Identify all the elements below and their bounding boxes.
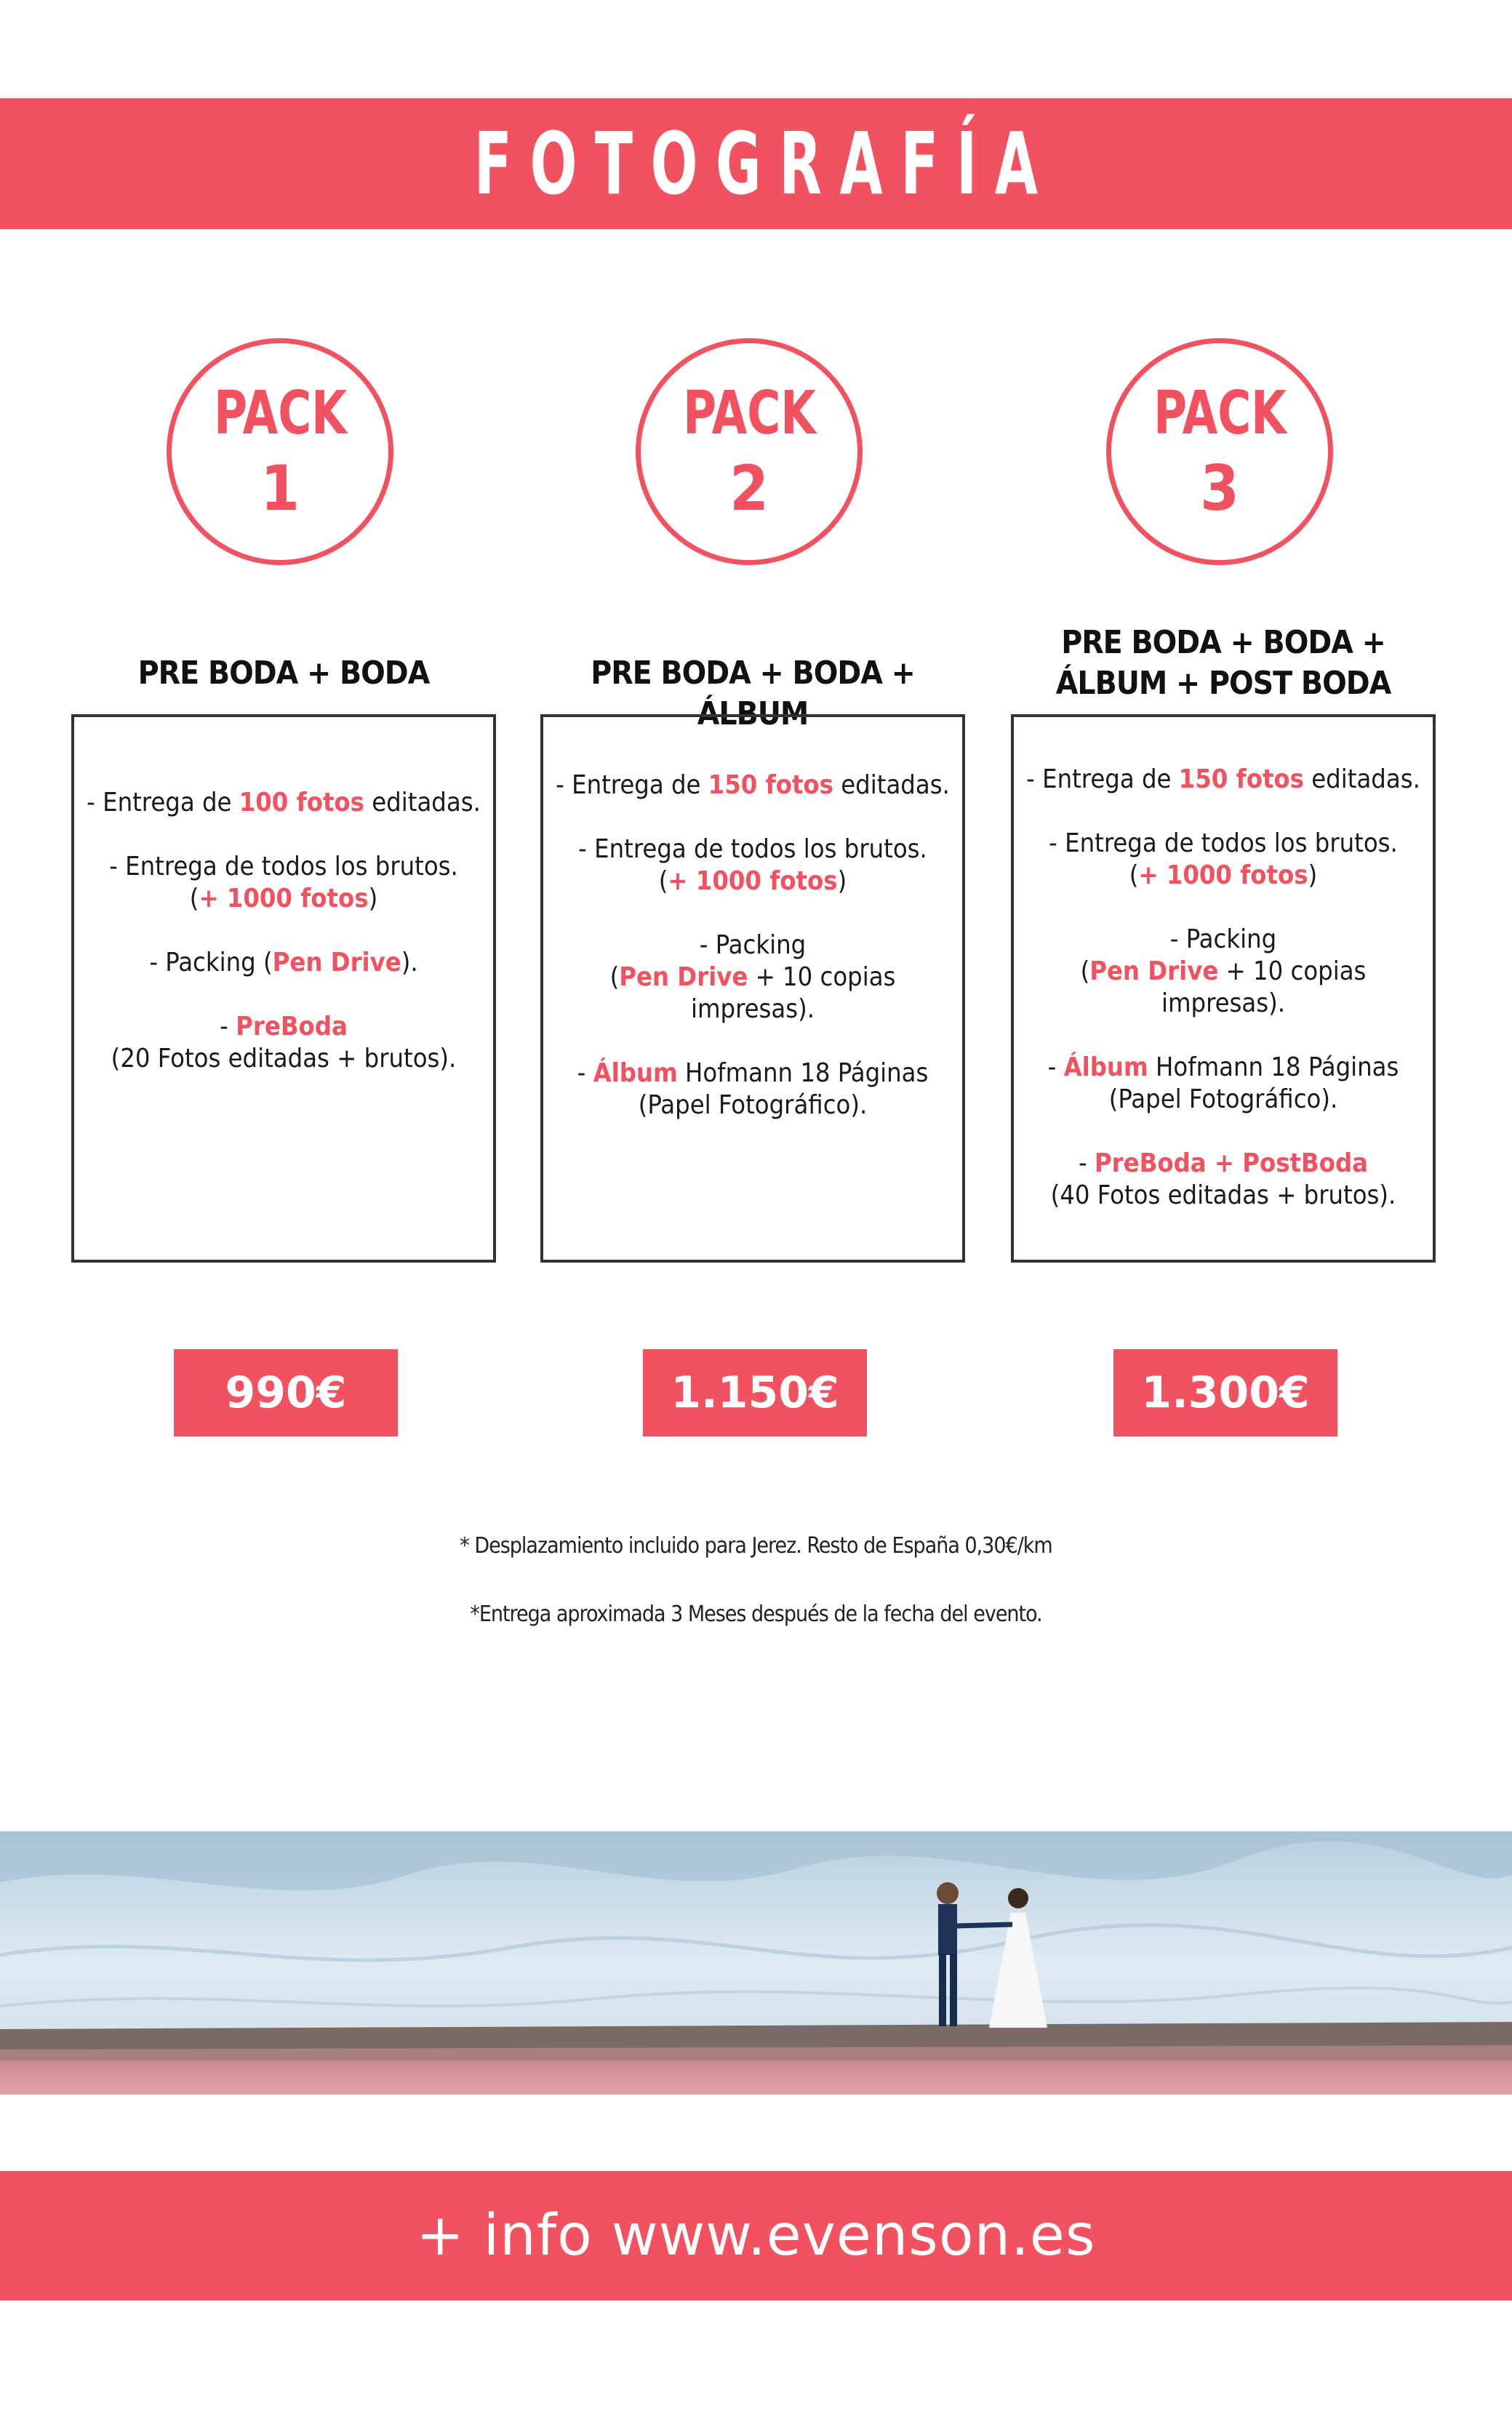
feature-item [77,851,490,915]
feature-text: - [1047,1052,1064,1082]
highlight-text: PreBoda [236,1012,348,1041]
pack-word: PACK [213,379,347,449]
pack-title-line: PRE BODA + BODA + ÁLBUM [591,655,915,732]
feature-text: + 10 copias impresas). [690,962,896,1024]
feature-text: - Entrega de [556,770,708,800]
feature-item [546,1057,959,1121]
feature-text: Hofmann 18 Páginas [1148,1052,1399,1082]
feature-text: ( [189,884,199,913]
pack-features-box-1 [71,714,496,1263]
feature-text: - Entrega de todos los brutos. [1049,828,1398,858]
feature-text: editadas. [364,788,481,817]
feature-text: + 10 copias impresas). [1161,956,1367,1018]
pack-title-line: PRE BODA + BODA + [1061,624,1385,661]
feature-text: ). [401,948,418,977]
delivery-note: *Entrega aproximada 3 Meses después de la fecha del evento. [470,1602,1042,1627]
highlight-text: Álbum [1063,1052,1148,1082]
feature-item [77,787,490,819]
pack-number: 1 [260,452,300,525]
footer-info-link[interactable]: + info www.evenson.es [416,2203,1096,2268]
pack-features-box-2 [540,714,965,1263]
pack-title-1 [71,653,496,694]
highlight-text: + 1000 fotos [1138,860,1308,890]
feature-item [1017,1148,1430,1212]
highlight-text: PreBoda + PostBoda [1094,1148,1369,1178]
pack-badge-1 [167,338,393,565]
pack-features-box-3 [1011,714,1436,1263]
feature-text: ( [658,866,668,896]
feature-text: - Packing ( [149,948,273,977]
pack-title-3 [1011,623,1436,704]
highlight-text: 150 fotos [708,770,833,800]
feature-item [1017,764,1430,796]
highlight-text: 100 fotos [239,788,364,817]
feature-text: - Entrega de [87,788,239,817]
feature-text: ( [1129,860,1139,890]
travel-note: * Desplazamiento incluido para Jerez. Resto de España 0,30€/km [460,1533,1052,1559]
page-title: FOTOGRAFÍA [473,113,1056,214]
feature-item [1017,828,1430,892]
feature-text: - Packing [1169,924,1277,954]
highlight-text: Álbum [593,1058,678,1088]
feature-item [1017,1052,1430,1116]
highlight-text: Pen Drive [1089,956,1219,986]
feature-text: - [577,1058,593,1088]
feature-text: ( [1080,956,1090,986]
pack-number: 3 [1200,452,1239,525]
feature-text: Hofmann 18 Páginas [677,1058,929,1088]
highlight-text: 150 fotos [1178,764,1304,794]
pack-word: PACK [682,379,816,449]
feature-text: - Entrega de todos los brutos. [578,834,927,864]
header-band [0,98,1512,229]
feature-text: ) [837,866,847,896]
feature-item [546,929,959,1025]
feature-text: editadas. [1303,764,1420,794]
feature-item [1017,924,1430,1020]
feature-text: - Entrega de todos los brutos. [109,852,458,881]
pack-badge-3 [1106,338,1333,565]
feature-text: editadas. [833,770,950,800]
feature-text: ( [609,962,620,992]
feature-text: - [1078,1148,1095,1178]
highlight-text: + 1000 fotos [199,884,369,913]
price-badge-3: 1.300€ [1113,1349,1337,1436]
feature-text: (Papel Fotográfico). [1108,1084,1338,1114]
highlight-text: + 1000 fotos [668,866,838,896]
feature-text: (20 Fotos editadas + brutos). [111,1044,457,1073]
pack-badge-2 [636,338,863,565]
wedding-couple-photo [0,1831,1512,2095]
feature-text: ) [368,884,378,913]
footer-band [0,2171,1512,2300]
price-badge-2: 1.150€ [643,1349,867,1436]
pack-title-line: ÁLBUM + POST BODA [1055,665,1391,702]
feature-item [77,1011,490,1075]
pack-word: PACK [1153,379,1287,449]
feature-item [546,833,959,897]
feature-text: ) [1308,860,1318,890]
feature-text: (40 Fotos editadas + brutos). [1050,1180,1396,1210]
highlight-text: Pen Drive [619,962,748,992]
feature-item [546,769,959,801]
highlight-text: Pen Drive [272,948,401,977]
feature-text: (Papel Fotográfico). [638,1090,868,1120]
feature-text: - Packing [699,930,807,960]
feature-text: - [220,1012,236,1041]
salt-mountain-landscape [0,1831,1512,2095]
feature-item [77,947,490,979]
price-badge-1: 990€ [174,1349,398,1436]
feature-text: - Entrega de [1026,764,1179,794]
pack-title-line: PRE BODA + BODA [137,655,430,692]
pack-number: 2 [729,452,769,525]
